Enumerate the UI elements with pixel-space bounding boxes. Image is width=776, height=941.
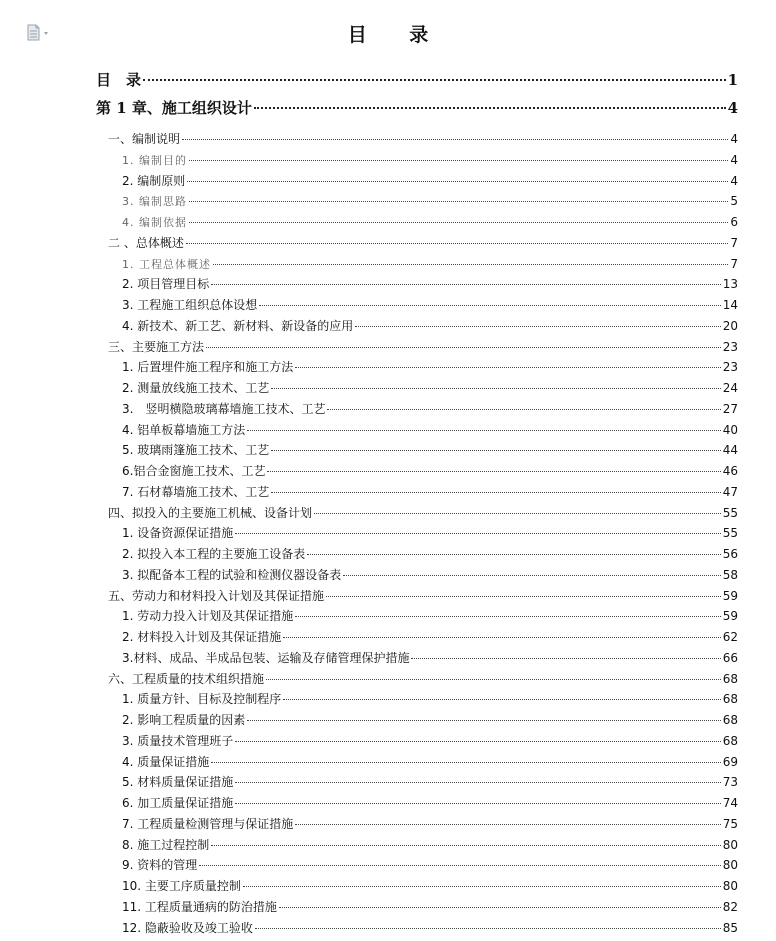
toc-entry[interactable] — [122, 816, 738, 832]
dot-leader — [355, 326, 720, 327]
toc-entry-page-number: 74 — [722, 796, 738, 810]
toc-entry[interactable] — [108, 505, 738, 521]
toc-entry-page-number: 4 — [730, 132, 738, 146]
toc-entry-label: 6. 加工质量保证措施 — [122, 796, 234, 810]
dot-leader — [143, 79, 726, 81]
dot-leader — [247, 430, 720, 431]
toc-entry[interactable] — [122, 754, 738, 770]
toc-entry[interactable] — [122, 878, 738, 894]
toc-entry[interactable] — [122, 774, 738, 790]
toc-entry-label: 目 录 — [96, 71, 142, 89]
dot-leader — [189, 222, 728, 223]
toc-entry-label: 3. 质量技术管理班子 — [122, 733, 234, 748]
toc-entry[interactable] — [122, 173, 738, 189]
toc-entry-page-number: 4 — [727, 99, 738, 117]
dot-leader — [271, 388, 720, 389]
toc-entry-label: 8. 施工过程控制 — [122, 837, 210, 852]
toc-entry[interactable] — [122, 650, 738, 666]
toc-entry-label: 二 、总体概述 — [108, 235, 184, 250]
dot-leader — [247, 720, 720, 721]
toc-entry-label: 1. 后置埋件施工程序和施工方法 — [122, 360, 294, 375]
dot-leader — [259, 305, 720, 306]
toc-entry-label: 2. 影响工程质量的因素 — [122, 713, 246, 727]
toc-entry[interactable] — [122, 525, 738, 541]
toc-entry-page-number: 66 — [722, 650, 738, 665]
toc-entry-page-number: 82 — [722, 899, 738, 914]
toc-entry-label: 7. 工程质量检测管理与保证措施 — [122, 816, 294, 831]
dot-leader — [189, 160, 728, 161]
dot-leader — [243, 886, 721, 887]
toc-entry-label: 2. 项目管理目标 — [122, 277, 210, 292]
toc-entry-page-number: 58 — [722, 567, 738, 582]
toc-entry[interactable] — [122, 276, 738, 292]
toc-entry-label: 10. 主要工序质量控制 — [122, 879, 241, 893]
toc-entry-page-number: 4 — [730, 152, 738, 167]
toc-entry-page-number: 68 — [722, 692, 738, 707]
toc-entry[interactable] — [122, 920, 738, 936]
toc-entry-label: 1. 质量方针、目标及控制程序 — [122, 692, 282, 707]
dot-leader — [182, 139, 728, 140]
toc-entry-page-number: 68 — [722, 733, 738, 748]
toc-entry-label: 3. 编制思路 — [122, 195, 187, 209]
toc-entry-page-number: 23 — [722, 339, 738, 354]
toc-entry-label: 3. 竖明横隐玻璃幕墙施工技术、工艺 — [122, 401, 326, 416]
toc-entry[interactable] — [122, 152, 738, 169]
toc-entry-page-number: 85 — [722, 920, 738, 935]
toc-entry-label: 4. 编制依据 — [122, 216, 187, 229]
dot-leader — [211, 284, 720, 285]
toc-entry-label: 1. 设备资源保证措施 — [122, 526, 234, 541]
dot-leader — [266, 679, 721, 680]
toc-entry-label: 9. 资料的管理 — [122, 858, 198, 873]
dot-leader — [314, 513, 721, 514]
toc-entry-label: 2. 拟投入本工程的主要施工设备表 — [122, 547, 306, 561]
toc-entry-page-number: 20 — [722, 318, 738, 333]
dot-leader — [271, 450, 720, 451]
toc-entry[interactable] — [122, 837, 738, 853]
toc-entry[interactable] — [122, 193, 738, 210]
toc-entry-page-number: 55 — [722, 505, 738, 520]
toc-entry-label: 6.铝合金窗施工技术、工艺 — [122, 464, 266, 478]
toc-entry-label: 三、主要施工方法 — [108, 339, 205, 354]
toc-entry[interactable] — [122, 359, 738, 375]
toc-entry-label: 3. 拟配备本工程的试验和检测仪器设备表 — [122, 567, 342, 582]
toc-entry-label: 5. 材料质量保证措施 — [122, 775, 234, 790]
toc-entry[interactable] — [122, 256, 738, 273]
dot-leader — [411, 658, 720, 659]
toc-entry-page-number: 40 — [722, 422, 738, 437]
toc-entry-page-number: 7 — [730, 256, 738, 271]
dot-leader — [267, 471, 720, 472]
toc-entry[interactable] — [122, 318, 738, 334]
dot-leader — [187, 181, 728, 182]
toc-entry[interactable] — [96, 70, 738, 90]
toc-entry-label: 六、工程质量的技术组织措施 — [108, 671, 265, 686]
dot-leader — [271, 492, 720, 493]
dot-leader — [295, 824, 720, 825]
toc-entry-page-number: 24 — [722, 381, 738, 395]
toc-entry-page-number: 73 — [722, 775, 738, 790]
toc-entry-page-number: 56 — [722, 547, 738, 561]
toc-entry[interactable] — [122, 484, 738, 500]
dot-leader — [235, 741, 720, 742]
dot-leader — [295, 616, 720, 617]
dot-leader — [235, 803, 720, 804]
toc-entry-label: 1. 劳动力投入计划及其保证措施 — [122, 609, 294, 624]
toc-entry-label: 7. 石材幕墙施工技术、工艺 — [122, 484, 270, 499]
dot-leader — [206, 347, 721, 348]
toc-entry[interactable] — [122, 401, 738, 417]
toc-entry-page-number: 59 — [722, 609, 738, 624]
toc-entry[interactable] — [122, 463, 738, 479]
toc-entry-label: 2. 材料投入计划及其保证措施 — [122, 630, 282, 644]
toc-entry[interactable] — [122, 297, 738, 313]
dot-leader — [213, 264, 728, 265]
toc-entry-page-number: 59 — [722, 588, 738, 603]
toc-entry-label: 11. 工程质量通病的防治措施 — [122, 899, 277, 914]
toc-entry[interactable] — [122, 857, 738, 873]
toc-entry[interactable] — [122, 691, 738, 707]
dot-leader — [211, 845, 720, 846]
dot-leader — [283, 637, 720, 638]
toc-entry-label: 2. 测量放线施工技术、工艺 — [122, 381, 270, 395]
toc-entry-label: 2. 编制原则 — [122, 173, 186, 188]
toc-entry-page-number: 6 — [730, 215, 738, 229]
toc-entry-label: 五、劳动力和材料投入计划及其保证措施 — [108, 588, 325, 603]
toc-entry[interactable] — [122, 442, 738, 458]
toc-entry-label: 第 1 章、施工组织设计 — [96, 99, 252, 117]
dot-leader — [283, 699, 720, 700]
dot-leader — [235, 533, 720, 534]
dot-leader — [279, 907, 721, 908]
dot-leader — [186, 243, 729, 244]
toc-entry[interactable] — [108, 235, 738, 251]
toc-entry-page-number: 27 — [722, 401, 738, 416]
dot-leader — [307, 554, 720, 555]
toc-entry-page-number: 44 — [722, 443, 738, 458]
toc-entry-label: 3. 工程施工组织总体设想 — [122, 298, 258, 312]
toc-entry[interactable] — [122, 567, 738, 583]
page-title: 目 录 — [347, 24, 447, 46]
dot-leader — [254, 107, 726, 109]
toc-entry-page-number: 75 — [722, 816, 738, 831]
toc-entry[interactable] — [122, 712, 738, 728]
toc-entry-page-number: 55 — [722, 526, 738, 541]
toc-entry[interactable] — [122, 422, 738, 438]
toc-entry[interactable] — [122, 899, 738, 915]
toc-entry-page-number: 4 — [730, 173, 738, 188]
toc-entry[interactable] — [122, 795, 738, 811]
dot-leader — [295, 367, 720, 368]
toc-entry[interactable] — [96, 98, 738, 118]
toc-entry-page-number: 47 — [722, 484, 738, 499]
toc-entry-label: 4. 新技术、新工艺、新材料、新设备的应用 — [122, 318, 354, 333]
toc-entry-page-number: 80 — [722, 879, 738, 893]
toc-entry-label: 12. 隐蔽验收及竣工验收 — [122, 920, 253, 935]
toc-entry-label: 四、拟投入的主要施工机械、设备计划 — [108, 505, 313, 520]
toc-entry-page-number: 80 — [722, 837, 738, 852]
dot-leader — [343, 575, 720, 576]
dot-leader — [235, 782, 720, 783]
toc-entry-label: 一、编制说明 — [108, 132, 181, 146]
toc-entry[interactable] — [122, 214, 738, 231]
toc-entry-page-number: 46 — [722, 464, 738, 478]
toc-entry[interactable] — [122, 608, 738, 624]
toc-entry-label: 5. 玻璃雨篷施工技术、工艺 — [122, 443, 270, 458]
toc-entry-page-number: 68 — [722, 713, 738, 727]
dot-leader — [327, 409, 720, 410]
toc-entry-page-number: 5 — [730, 194, 738, 209]
toc-entry-page-number: 62 — [722, 630, 738, 644]
dot-leader — [326, 596, 721, 597]
toc-entry-page-number: 1 — [727, 71, 738, 89]
dot-leader — [255, 928, 721, 929]
toc-entry-page-number: 7 — [730, 235, 738, 250]
toc-entry[interactable] — [122, 546, 738, 562]
dot-leader — [189, 201, 728, 202]
toc-entry-label: 4. 铝单板幕墙施工方法 — [122, 422, 246, 437]
toc-entry-label: 1. 工程总体概述 — [122, 257, 211, 271]
toc-entry-page-number: 80 — [722, 858, 738, 873]
toc-entry-page-number: 68 — [722, 671, 738, 686]
toc-entry-label: 3.材料、成品、半成品包装、运输及存储管理保护措施 — [122, 650, 410, 665]
toc-entry[interactable] — [122, 733, 738, 749]
toc-entry-page-number: 14 — [722, 298, 738, 312]
toc-entry-page-number: 13 — [722, 277, 738, 292]
toc-entry-label: 1. 编制目的 — [122, 153, 187, 167]
toc-entry-page-number: 23 — [722, 360, 738, 375]
toc-entry-label: 4. 质量保证措施 — [122, 754, 210, 769]
toc-entry[interactable] — [122, 380, 738, 396]
toc-entry-page-number: 69 — [722, 754, 738, 769]
toc-entry[interactable] — [108, 588, 738, 604]
dot-leader — [199, 865, 720, 866]
toc-entry[interactable] — [108, 131, 738, 147]
dot-leader — [211, 762, 720, 763]
toc-entry[interactable] — [122, 629, 738, 645]
toc-entry[interactable] — [108, 339, 738, 355]
toc-entry[interactable] — [108, 671, 738, 687]
